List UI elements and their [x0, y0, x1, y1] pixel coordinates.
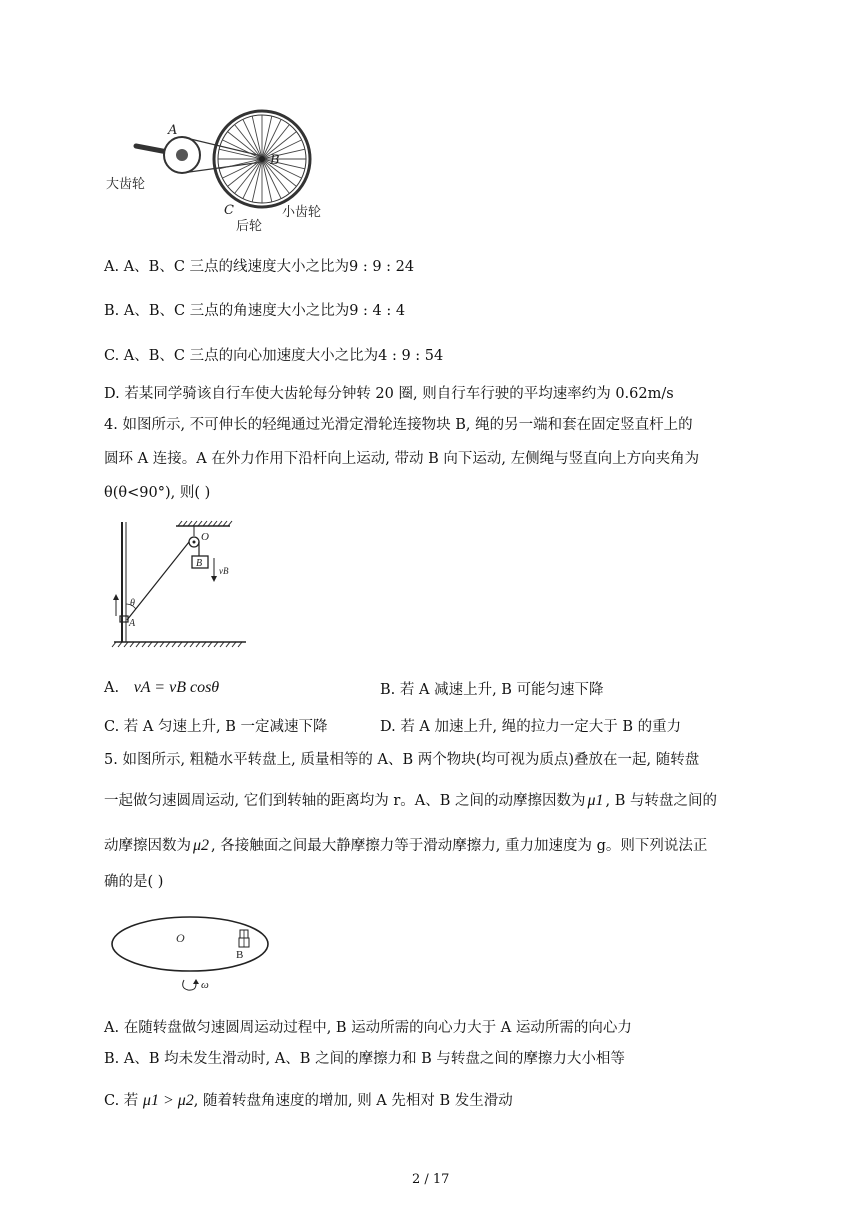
page-number: 2 / 17: [412, 1172, 450, 1187]
q4-stem-line-1: 4. 如图所示, 不可伸长的轻绳通过光滑定滑轮连接物块 B, 绳的另一端和套在固定竖直杆上的: [104, 417, 693, 433]
q4-option-a-formula: vA = vB cosθ: [133, 679, 220, 696]
q5-option-c-tail: , 随着转盘角速度的增加, 则 A 先相对 B 发生滑动: [193, 1093, 513, 1109]
q4-option-d: D. 若 A 加速上升, 绳的拉力一定大于 B 的重力: [380, 719, 682, 735]
q3-option-b: B. A、B、C 三点的角速度大小之比为9 : 4 : 4: [104, 303, 406, 319]
q5-option-c-condition: μ1 > μ2: [142, 1092, 194, 1109]
omega-label: ω: [201, 979, 209, 991]
q4-option-b: B. 若 A 减速上升, B 可能匀速下降: [380, 682, 604, 698]
turntable-block-b-label: B: [236, 949, 244, 961]
turntable-figure: [108, 912, 278, 1002]
point-b-label: B: [270, 153, 280, 168]
q3-option-d: D. 若某同学骑该自行车使大齿轮每分钟转 20 圈, 则自行车行驶的平均速率约为 0.62m/s: [104, 386, 674, 402]
q5-stem-line-4: 确的是( ): [104, 874, 164, 890]
pulley-figure: [110, 518, 250, 648]
rear-wheel-label: 后轮: [236, 219, 263, 234]
mu1-symbol: μ1: [587, 792, 604, 809]
q4-option-a-prefix: A.: [104, 680, 120, 696]
big-gear-label: 大齿轮: [106, 177, 146, 192]
q3-option-c: C. A、B、C 三点的向心加速度大小之比为4 : 9 : 54: [104, 348, 444, 364]
q5-stem-line-3: [104, 836, 707, 856]
q5-line-2-tail: , B 与转盘之间的: [605, 793, 718, 809]
point-c-label: C: [224, 203, 234, 218]
turntable-center-label: O: [176, 931, 185, 945]
mu2-symbol: μ2: [193, 837, 210, 854]
velocity-b-label: vB: [219, 566, 229, 576]
q4-stem-line-3: θ(θ<90°), 则( ): [104, 485, 211, 501]
q5-line-3-tail: , 各接触面之间最大静摩擦力等于滑动摩擦力, 重力加速度为 g。则下列说法正: [211, 838, 708, 854]
q5-option-b: B. A、B 均未发生滑动时, A、B 之间的摩擦力和 B 与转盘之间的摩擦力大小相等: [104, 1051, 625, 1067]
q4-option-c: C. 若 A 匀速上升, B 一定减速下降: [104, 719, 328, 735]
bicycle-gear-figure: [104, 108, 344, 238]
theta-label: θ: [130, 598, 135, 609]
small-gear-label: 小齿轮: [282, 205, 322, 220]
q3-option-a: A. A、B、C 三点的线速度大小之比为9 : 9 : 24: [104, 259, 415, 275]
block-b-label: B: [196, 558, 203, 569]
ring-a-label: A: [129, 618, 136, 629]
pulley-o-label: O: [201, 531, 209, 543]
q5-line-2-text: 一起做匀速圆周运动, 它们到转轴的距离均为 r。A、B 之间的动摩擦因数为: [104, 793, 586, 809]
q5-stem-line-2: [104, 791, 717, 811]
q4-option-a: [104, 678, 219, 698]
q5-option-a: A. 在随转盘做匀速圆周运动过程中, B 运动所需的向心力大于 A 运动所需的向心力: [104, 1020, 632, 1036]
q5-line-3-text: 动摩擦因数为: [104, 838, 191, 854]
q5-option-c: [104, 1091, 513, 1111]
q5-option-c-prefix: C. 若: [104, 1093, 139, 1109]
q5-stem-line-1: 5. 如图所示, 粗糙水平转盘上, 质量相等的 A、B 两个物块(均可视为质点)叠放在一起, 随转盘: [104, 752, 700, 768]
point-a-label: A: [168, 123, 178, 138]
q4-stem-line-2: 圆环 A 连接。A 在外力作用下沿杆向上运动, 带动 B 向下运动, 左侧绳与竖直向上方向夹角为: [104, 451, 700, 467]
